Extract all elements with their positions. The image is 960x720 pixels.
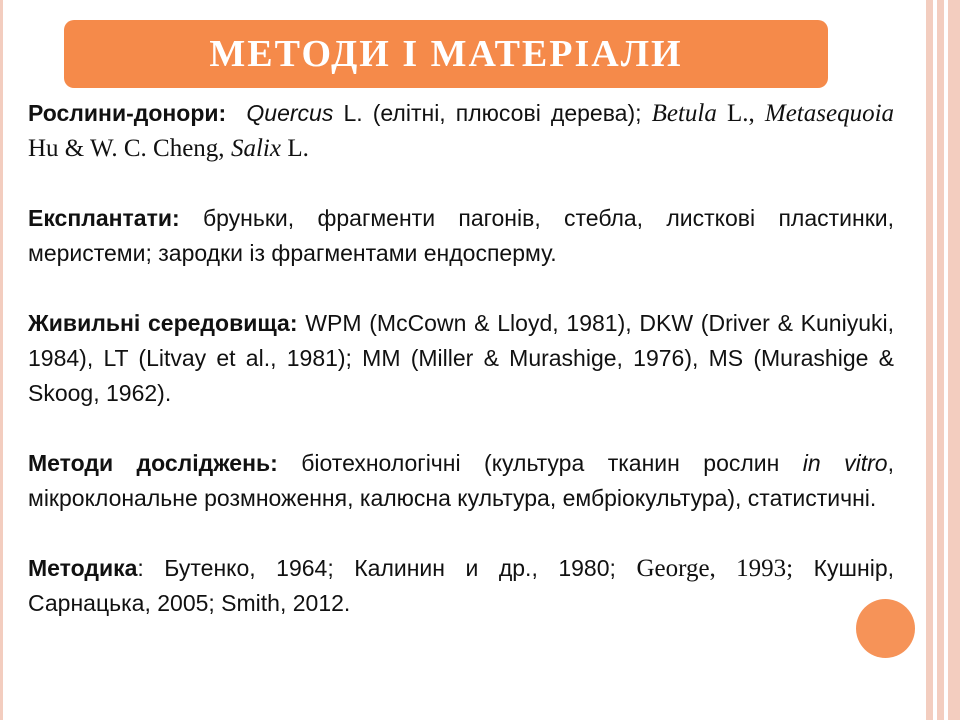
explants-label: Експлантати: <box>28 205 180 231</box>
salix-text: Salix <box>230 135 281 162</box>
explants-paragraph <box>28 201 894 271</box>
media-paragraph <box>28 306 894 411</box>
metasequoia-text: Metasequoia <box>764 100 895 127</box>
research-paragraph <box>28 446 894 516</box>
slide-title: МЕТОДИ І МАТЕРІАЛИ <box>209 33 683 75</box>
quercus-rest-text: L. (елітні, плюсові дерева); <box>333 100 642 126</box>
right-stripes-decoration <box>920 0 960 720</box>
title-banner <box>64 20 828 88</box>
donors-line2-b: Hu & W. C. Cheng, <box>28 135 225 162</box>
explants-text: бруньки, фрагменти пагонів, стебла, листкові пластинки, меристеми; зародки із фрагментами ендосперму. <box>28 205 894 266</box>
media-text: WPM (McCown & Lloyd, 1981), DKW (Driver & Kuniyuki, 1984), LT (Litvay et al., 1981); MM (Miller & Murashige, 1976), MS (Murashige & Skoog, 1962). <box>28 310 895 406</box>
in-vitro-text: in vitro <box>802 450 888 476</box>
donors-paragraph <box>28 96 894 166</box>
methodology-label: Методика <box>28 555 138 581</box>
methodology-text-a: : Бутенко, 1964; Калинин и др., 1980; <box>137 555 616 581</box>
slide-content <box>28 96 894 621</box>
betula-text: Betula <box>651 100 717 127</box>
methodology-paragraph <box>28 551 894 621</box>
donors-line2-c: L. <box>287 135 309 162</box>
quercus-text: Quercus <box>246 100 334 126</box>
research-text-a: біотехнологічні (культура тканин рослин <box>301 450 780 476</box>
left-edge-decoration <box>0 0 3 720</box>
methodology-text-b: Кушнір, Сарнацька, 2005; Smith, 2012. <box>28 555 894 616</box>
george-text: George, 1993; <box>636 555 794 582</box>
media-label: Живильні середовища: <box>28 310 298 336</box>
donors-line2-a: L., <box>726 100 755 127</box>
orange-circle-decoration <box>856 599 915 658</box>
research-label: Методи досліджень: <box>28 450 278 476</box>
donors-label: Рослини-донори: <box>28 100 227 126</box>
research-text-b: , мікроклональне розмноження, калюсна культура, ембріокультура), статистичні. <box>28 450 894 511</box>
